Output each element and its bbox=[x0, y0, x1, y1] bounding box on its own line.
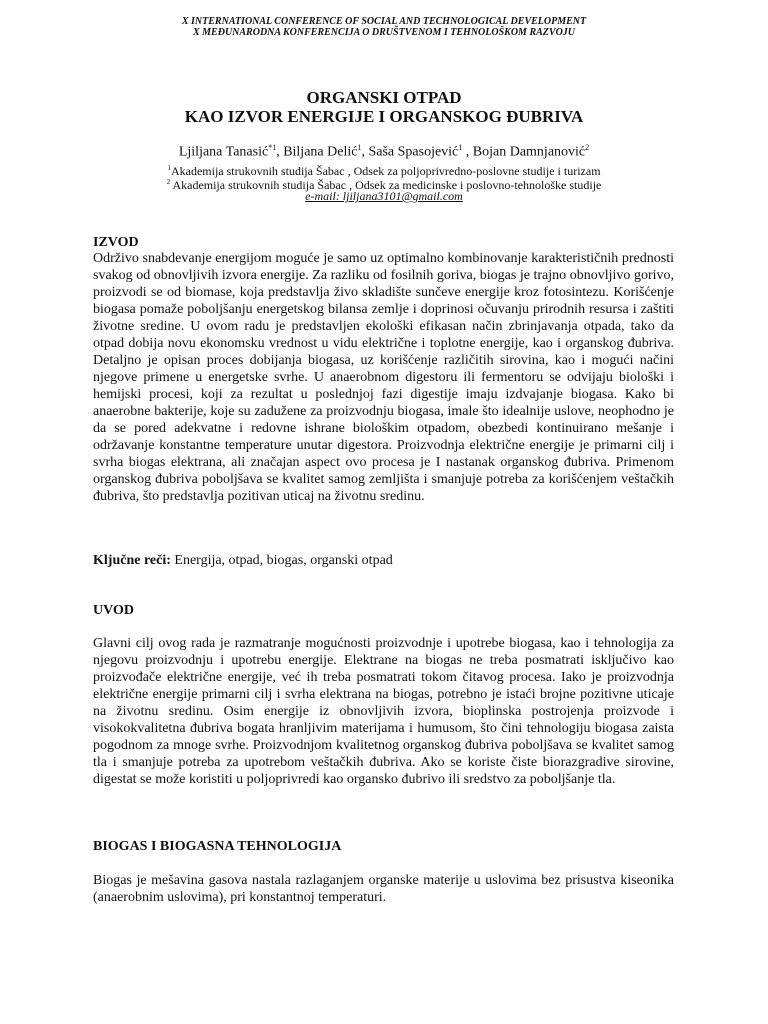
conference-name-sr: X MEĐUNARODNA KONFERENCIJA O DRUŠTVENOM I TEHNOLOŠKOM RAZVOJU bbox=[192, 27, 576, 38]
author-separator: , bbox=[276, 144, 284, 160]
author-affiliation-mark: 1 bbox=[357, 143, 362, 152]
author-name: Ljiljana Tanasić bbox=[178, 144, 269, 160]
conference-name-en: X INTERNATIONAL CONFERENCE OF SOCIAL AND TECHNOLOGICAL DEVELOPMENT bbox=[181, 16, 587, 27]
abstract-heading: IZVOD bbox=[93, 235, 139, 250]
keywords-label: Ključne reči: bbox=[93, 553, 171, 568]
paper-title bbox=[0, 88, 768, 126]
keywords-text: Energija, otpad, biogas, organski otpad bbox=[170, 553, 393, 568]
affiliation-mark: 2 bbox=[166, 178, 171, 186]
affiliation-mark: 1 bbox=[167, 164, 171, 172]
author-list bbox=[0, 140, 768, 161]
biogas-section-heading: BIOGAS I BIOGASNA TEHNOLOGIJA bbox=[93, 839, 342, 854]
author-name: Bojan Damnjanović bbox=[472, 144, 586, 160]
contact-email-link[interactable]: e-mail: ljiljana3101@gmail.com bbox=[305, 189, 463, 203]
keywords bbox=[93, 552, 393, 569]
intro-heading: UVOD bbox=[93, 603, 134, 618]
title-line-2: KAO IZVOR ENERGIJE I ORGANSKOG ĐUBRIVA bbox=[184, 107, 584, 126]
author-affiliation-mark: 2 bbox=[585, 143, 590, 152]
intro-text: Glavni cilj ovog rada je razmatranje mogućnosti proizvodnje i upotrebe biogasa, kao i tehnologija za njegovu proizvodnju i upotrebu energije. Elektrane na biogas ne treba posmatrati isključivo kao proizvođače električne energije, već ih treba posmatrati tokom čitavog procesa. Iako je proizvodnja električne energije primarni cilj i svrha elektrana na biogas, potrebno je istaći brojne pozitivne uticaje na životnu sredinu. Osim energije iz obnovljivih izvora, bioplinska postrojenja proizvode i visokokvalitetna đubriva bogata hranljivim materijama i humusom, što čini tehnologiju biogasa zaista pogodnom za mnoge svrhe. Proizvodnjom kvalitetnog organskog đubriva poboljšava se kvalitet samog tla i smanjuje potreba za upotrebom veštačkih đubriva. Ako se koriste čiste biorazgradive sirovine, digestat se može koristiti u poljoprivredi kao organsko đubrivo ili sredstvo za poboljšanje tla. bbox=[93, 636, 674, 787]
author-affiliation-mark: *1 bbox=[268, 143, 277, 152]
author-separator: , bbox=[462, 144, 473, 160]
abstract-text: Održivo snabdevanje energijom moguće je samo uz optimalno kombinovanje karakterističnih prednosti svakog od obnovljivih izvora energije. Za razliku od fosilnih goriva, biogas je trajno obnovljivo gorivo, proizvodi se od biomase, koja predstavlja živo skladište sunčeve energije kroz fotosintezu. Korišćenje biogasa pomaže poboljšanju energetskog bilansa zemlje i doprinosi očuvanju prirodnih resursa i zaštiti životne sredine. U ovom radu je predstavljen ekološki efikasan način zbrinjavanja otpada, tako da otpad dobija novu ekonomsku vrednost u vidu električne i toplotne energije, kao i organskog đubriva. Detaljno je opisan proces dobijanja biogasa, uz korišćenje različitih sirovina, kao i mogući načini njegove primene u energetske svrhe. U anaerobnom digestoru ili fermentoru se odvijaju biološki i hemijski procesi, koji za rezultat u poslednjoj fazi digestije imaju izdvajanje biogasa. Kako bi anaerobne bakterije, koje su zadužene za proizvodnju biogasa, imale što idealnije uslove, neophodno je da se pored adekvatne i redovne ishrane biološkim otpadom, obezbedi kontinuirano mešanje i održavanje konstantne temperature unutar digestora. Proizvodnja električne energije je primarni cilj i svrha biogas elektrana, ali značajan aspect ovo procesa je I nastanak organskog đubriva. Primenom organskog đubriva poboljšava se kvalitet samog zemljišta i smanjuje potreba za korišćenjem veštačkih đubriva, što predstavlja pozitivan uticaj na životnu sredinu. bbox=[93, 251, 674, 504]
biogas-section-text: Biogas je mešavina gasova nastala razlaganjem organske materije u uslovima bez prisustva kiseonika (anaerobnim uslovima), pri konstantnoj temperaturi. bbox=[93, 873, 674, 905]
author-affiliation-mark: 1 bbox=[458, 143, 463, 152]
author-name: Biljana Delić bbox=[283, 144, 358, 160]
affiliation-text: Akademija strukovnih studija Šabac , Odsek za poljoprivredno-poslovne studije i turizam bbox=[170, 164, 601, 178]
conference-header bbox=[0, 16, 768, 38]
author-name: Saša Spasojević bbox=[368, 144, 459, 160]
author-separator: , bbox=[361, 144, 369, 160]
affiliation-text: Akademija strukovnih studija Šabac , Odsek za medicinske i poslovno-tehnološke studije bbox=[170, 178, 602, 192]
title-line-1: ORGANSKI OTPAD bbox=[306, 88, 462, 107]
